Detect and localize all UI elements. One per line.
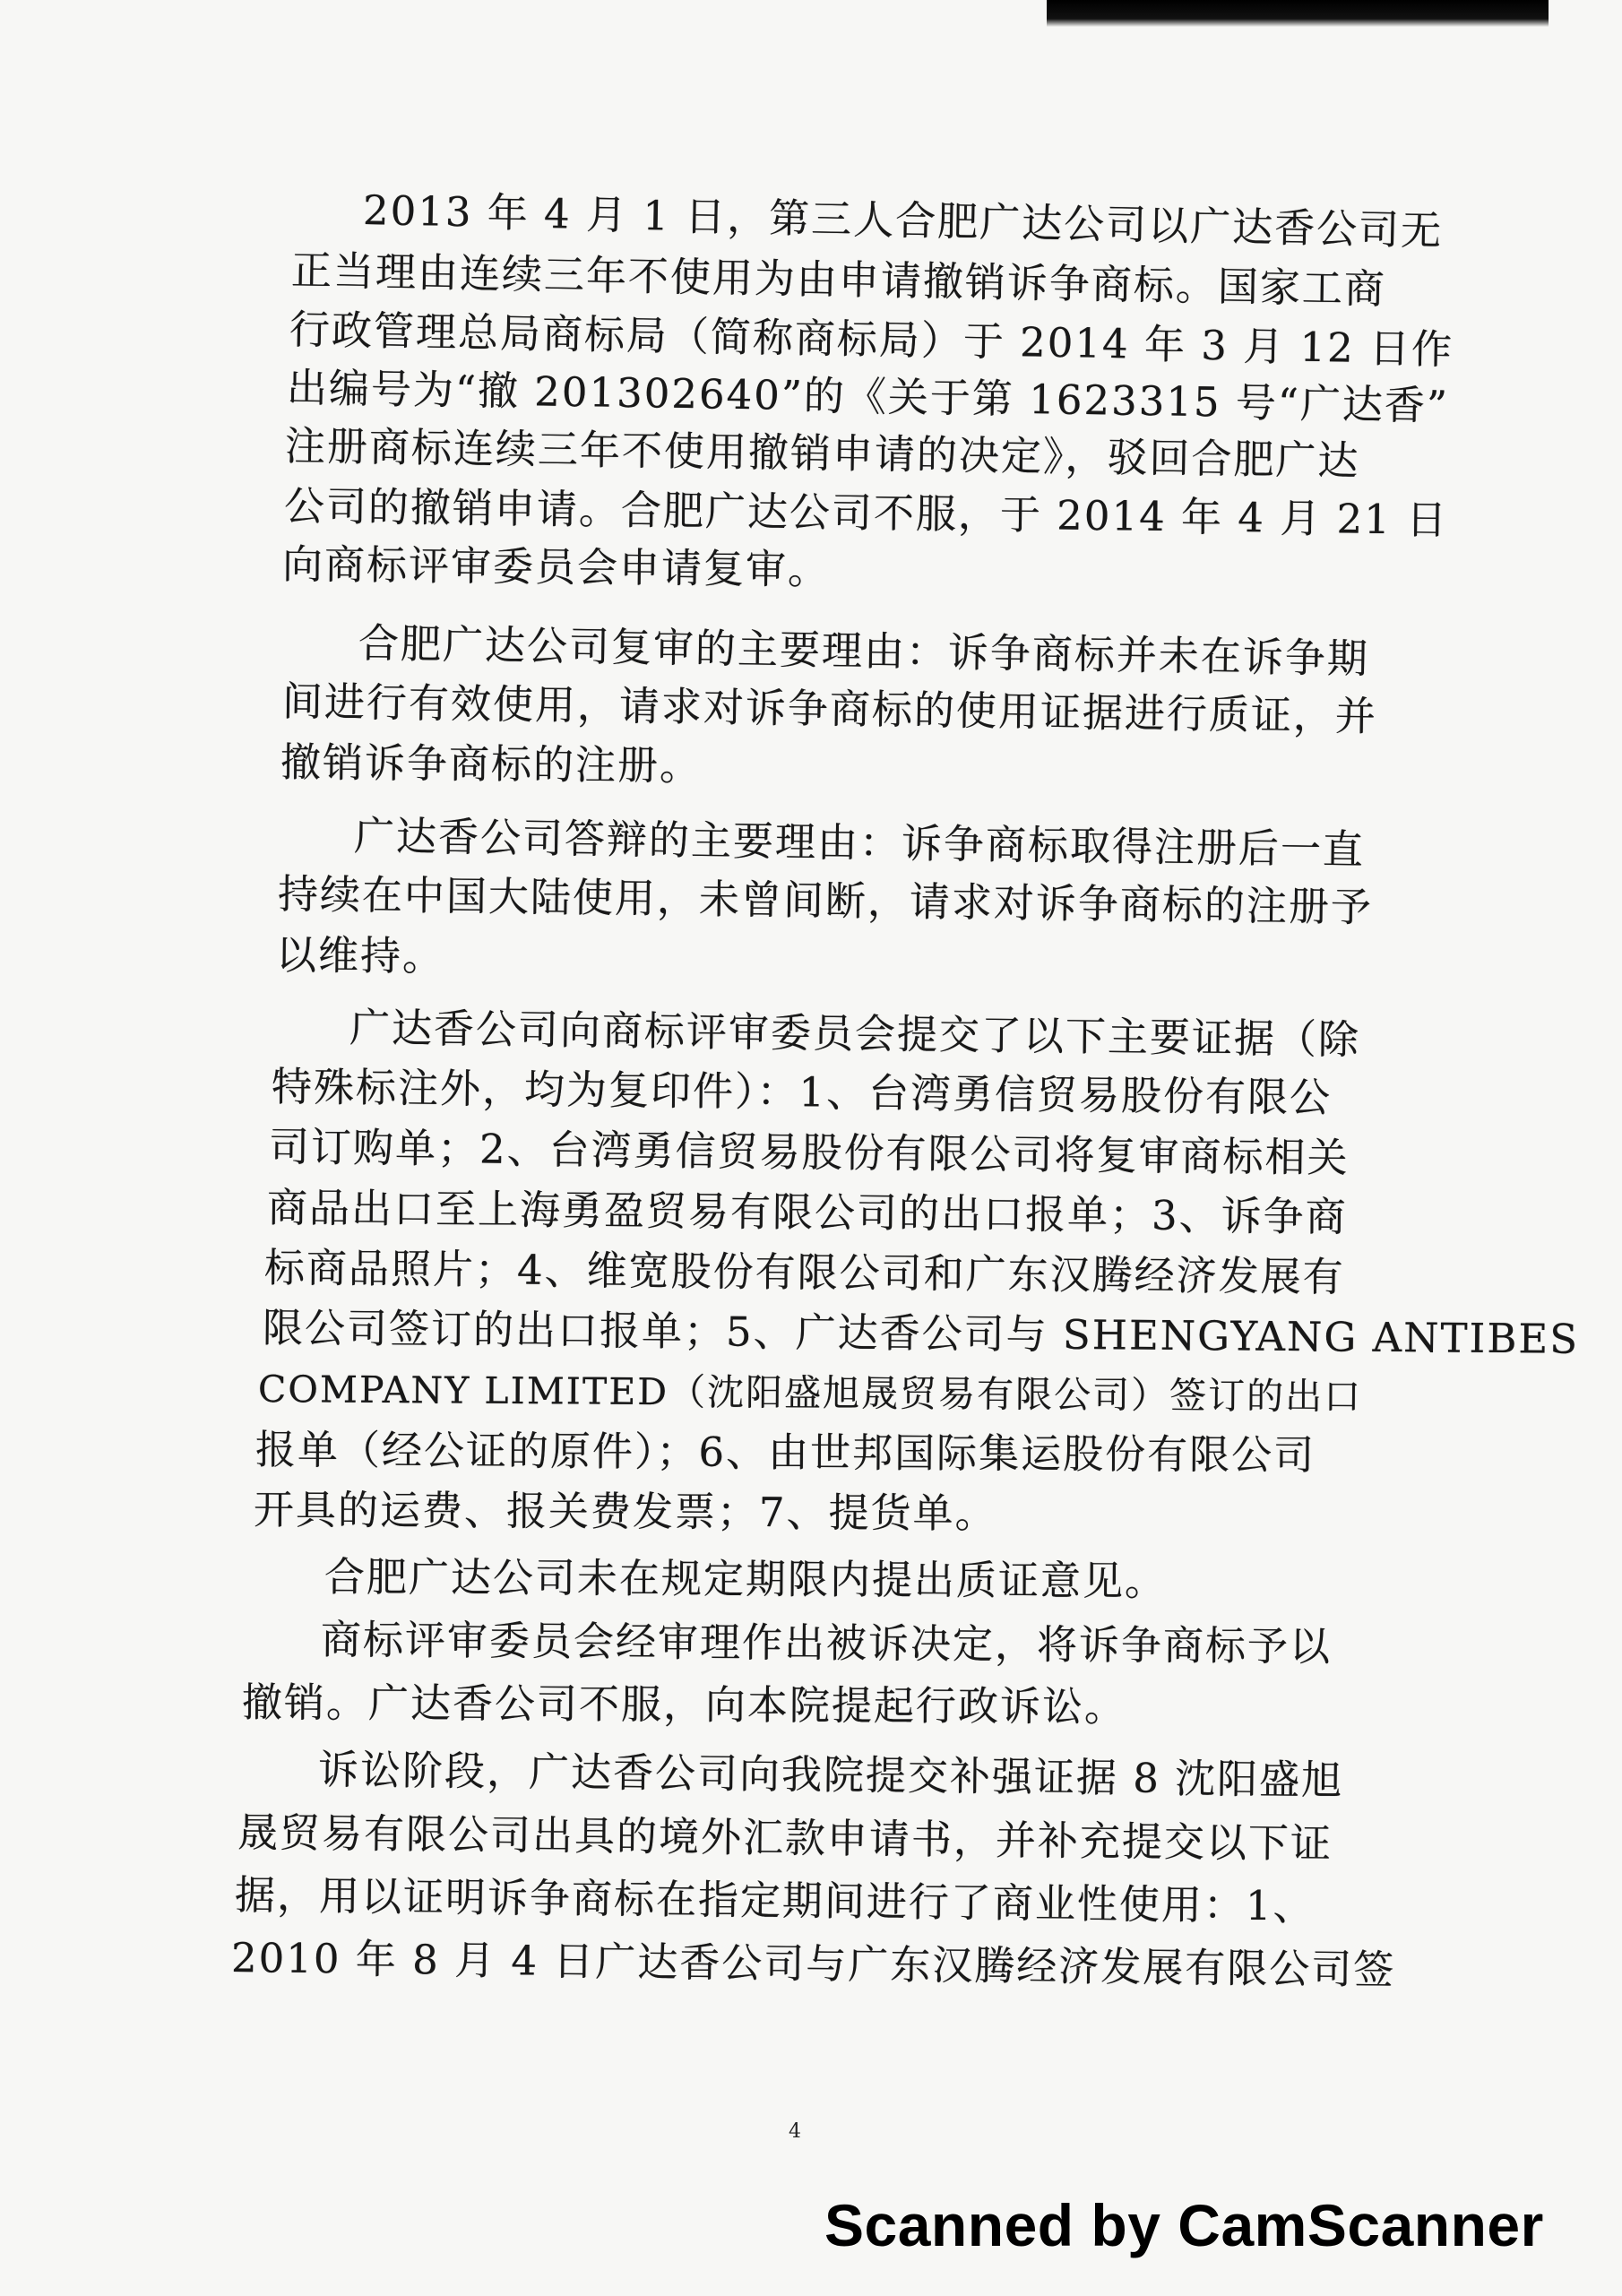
text-line: 广达香公司向商标评审委员会提交了以下主要证据（除 <box>349 1004 1361 1064</box>
text-line: 2013 年 4 月 1 日，第三人合肥广达公司以广达香公司无 <box>362 186 1444 255</box>
text-line: 广达香公司答辩的主要理由：诉争商标取得注册后一直 <box>353 812 1366 874</box>
text-line: 正当理由连续三年不使用为由申请撤销诉争商标。国家工商 <box>290 246 1387 314</box>
text-line: 晟贸易有限公司出具的境外汇款申请书，并补充提交以下证 <box>237 1808 1333 1868</box>
text-line: 特殊标注外，均为复印件）：1、台湾勇信贸易股份有限公 <box>271 1063 1333 1122</box>
text-line: 以维持。 <box>275 931 445 980</box>
text-line: 出编号为“撤 201302640”的《关于第 1623315 号“广达香” <box>286 364 1450 430</box>
text-line: 限公司签订的出口报单；5、广达香公司与 SHENGYANG ANTIBES <box>262 1304 1580 1363</box>
text-line: 标商品照片；4、维宽股份有限公司和广东汉腾经济发展有 <box>263 1244 1345 1301</box>
text-line: 商品出口至上海勇盈贸易有限公司的出口报单；3、诉争商 <box>266 1184 1348 1241</box>
text-line: 持续在中国大陆使用，未曾间断，请求对诉争商标的注册予 <box>277 870 1374 931</box>
text-line: 合肥广达公司复审的主要理由：诉争商标并未在诉争期 <box>358 619 1370 683</box>
text-line: 合肥广达公司未在规定期限内提出质证意见。 <box>324 1553 1168 1605</box>
text-line: 2010 年 8 月 4 日广达香公司与广东汉腾经济发展有限公司签 <box>230 1934 1396 1994</box>
scan-edge-shadow <box>1047 0 1549 27</box>
text-line: 据，用以证明诉争商标在指定期间进行了商业性使用：1、 <box>234 1871 1316 1930</box>
text-line: 行政管理总局商标局（简称商标局）于 2014 年 3 月 12 日作 <box>289 306 1454 374</box>
text-line: 向商标评审委员会申请复审。 <box>281 540 831 594</box>
text-line: 司订购单；2、台湾勇信贸易股份有限公司将复审商标相关 <box>268 1123 1350 1182</box>
text-line: 诉讼阶段，广达香公司向我院提交补强证据 8 沈阳盛旭 <box>317 1746 1344 1804</box>
page-number: 4 <box>789 2120 801 2143</box>
text-line: 撤销诉争商标的注册。 <box>280 738 703 790</box>
text-line: 开具的运费、报关费发票；7、提货单。 <box>253 1486 997 1538</box>
text-line: 商标评审委员会经审理作出被诉决定，将诉争商标予以 <box>320 1616 1333 1670</box>
text-line: 间进行有效使用，请求对诉争商标的使用证据进行质证，并 <box>281 678 1378 741</box>
text-line: 公司的撤销申请。合肥广达公司不服，于 2014 年 4 月 21 日 <box>283 482 1449 544</box>
camscanner-watermark: Scanned by CamScanner <box>824 2192 1544 2258</box>
text-line: 撤销。广达香公司不服，向本院提起行政诉讼。 <box>241 1679 1127 1731</box>
text-line: COMPANY LIMITED（沈阳盛旭晟贸易有限公司）签订的出口 <box>257 1368 1363 1419</box>
text-line: 注册商标连续三年不使用撤销申请的决定》，驳回合肥广达 <box>284 422 1360 485</box>
text-line: 报单（经公证的原件）；6、由世邦国际集运股份有限公司 <box>255 1426 1316 1480</box>
